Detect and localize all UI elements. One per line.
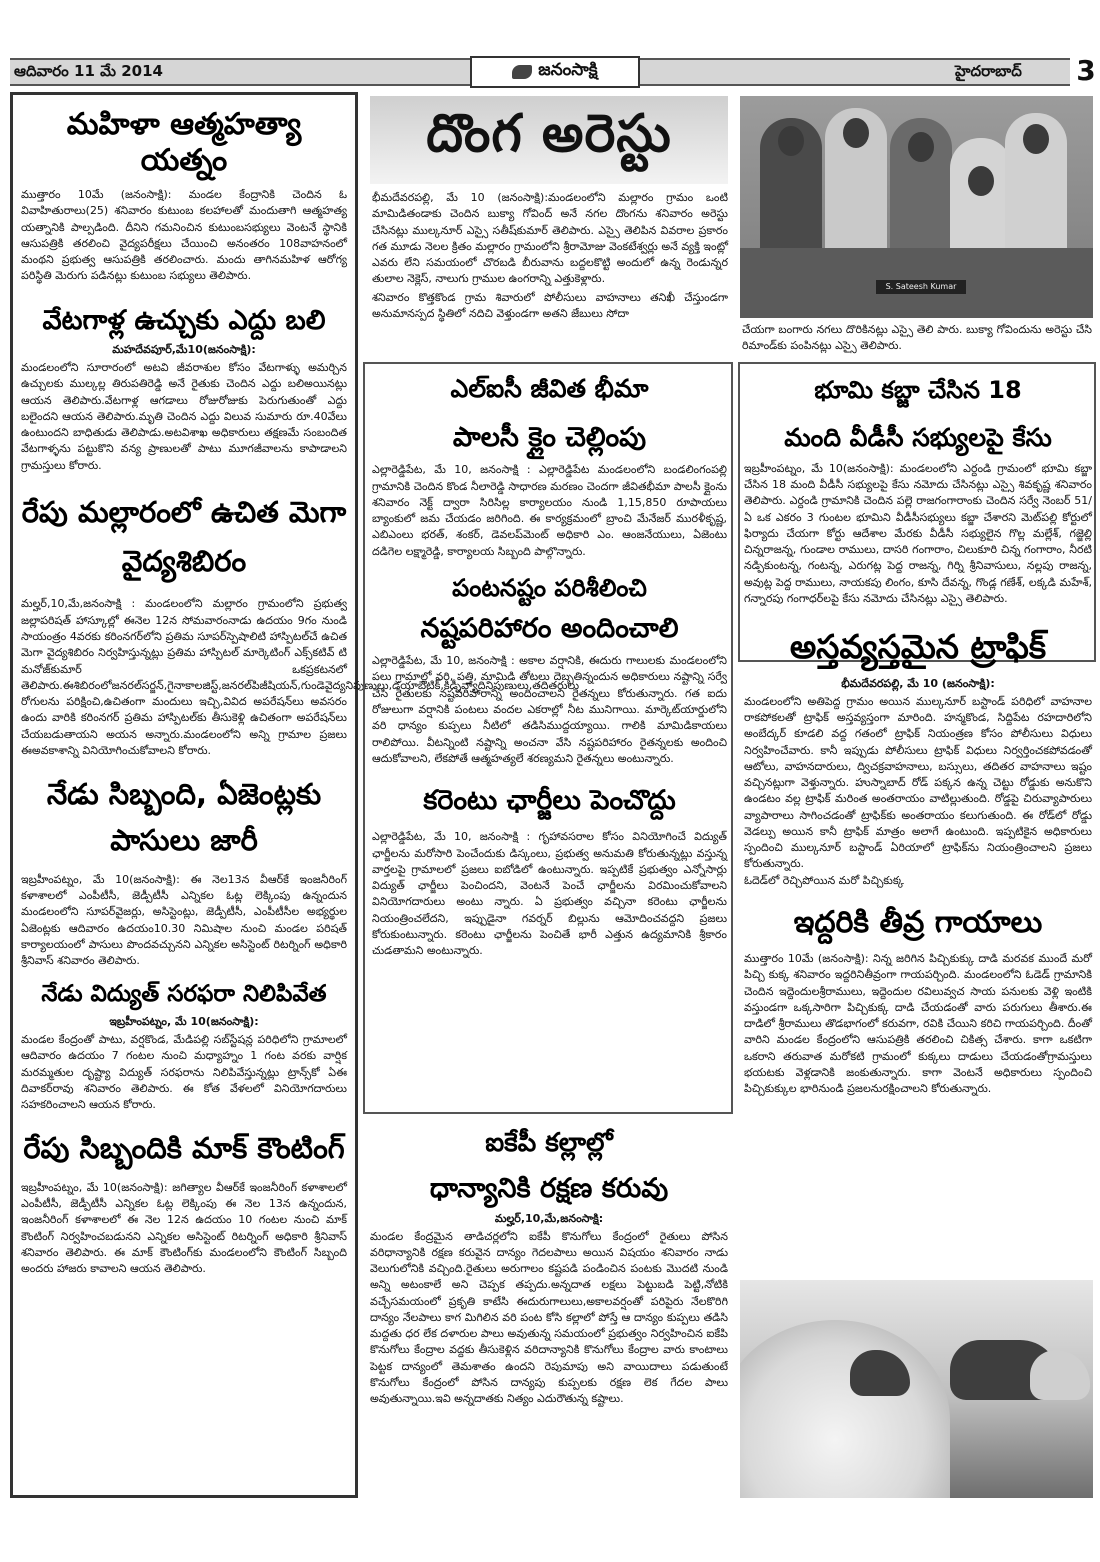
right-column: [744, 368, 1092, 1097]
article-body: ఇబ్రహీంపట్నం, మే 10(జనంసాక్షి): జగిత్యాల వీఆర్‌కే ఇంజనీరింగ్ కళాశాలలో ఎంపీటీసీ, జెడ్పీటీసీ ఎన్నికల ఓట్ల లెక్కింపు ఈ నెల 13న ఉన్నందున, ఇంజనీరింగ్ కళాశాలలో ఈ నెల 12న ఉదయం 10 గంటల నుంచి మాక్ కౌంటింగ్ నిర్వహించబడునని ఎన్నికల అసిస్టెంట్ రిటర్నింగ్ అధికారి శ్రీనివాస్ శనివారం తెలిపారు. ఈ మాక్ కౌంటింగ్‌కు మండలంలోని కౌంటింగ్ సిబ్బంది అందరు హాజరు కావాలని ఆయన తెలిపారు.: [21, 1180, 347, 1276]
headline-line1: పంటనష్టం పరిశీలించి: [452, 573, 647, 602]
article-mock-counting: [13, 1125, 355, 1277]
headline-line1: ఐకేపీ కల్లాల్లో: [485, 1128, 613, 1158]
article-land-grab: [744, 376, 1092, 607]
article-traffic: [744, 627, 1092, 889]
headline: ఇద్దరికి తీవ్ర గాయాలు: [793, 904, 1043, 940]
article-body: మండల కేంద్రమైన తాడిచర్లలోని ఐకేపీ కొనుగోలు కేంద్రంలో రైతులు పోసిన వరిధాన్యానికి రక్షణ కరువైన దాన్యం గెదలపాలు అయిన విషయం శనివారం నాడు వెలుగులోనికి వచ్చింది.రైతులు అరుగాలం కష్టపడి పండించిన పంటకు మొదటి నుండి అన్ని అటంకాలే అని చెప్పక తప్పదు.అన్నదాత లక్షలు పెట్టుబడి పెట్టి,నోటికి వచ్చేసమయంలో ప్రకృతి కాటేసి ఈదురుగాలులు,అకాలవర్షంతో పరిపైరు నేలకొరిగి దాన్యం నేలపాలు కాగ మిగిలిన వరి పంట కోసి కల్లాలో పోస్తే ఆ దాన్యం కుప్పలు తడిసి మద్దతు ధర లేక దళారుల పాలు అవుతున్న సమయంలో ప్రభుత్వం నిర్వహించిన ఐకేపి కొనుగోలు కేంద్రాల వద్దకు తీసుకెళ్లిన వరిదాన్యానికి కొనుగోలు కేంద్రాల వారు కాంటాలు పెట్టక దాన్యంలో తెమశాతం ఉందని రెపుమాపు అని వాయిదాలు పడుతుంటే కొనుగోలు కేంద్రంలో పోసిన దాన్యపు కుప్పలకు రక్షణ లెక గేదల పాలు అవుతున్నాయి.ఇవి అన్నదాతకు నిత్యం ఎదురౌతున్న కష్టాలు.: [370, 1229, 728, 1406]
top-story-headline: దొంగ అరెస్టు: [370, 96, 728, 184]
top-story-body-continued: శనివారం కొత్తకొండ గ్రామ శివారులో పోలీసులు వాహనాలు తనిఖీ చేస్తుండగా అనుమానస్పద స్థితిలో నదిచి వెళ్తుండగా అతని జేబులు సోదా: [372, 290, 728, 320]
dateline: భీమదేవరపల్లి, మే 10 (జనంసాక్షి):: [841, 676, 995, 690]
article-body: ఎల్లారెడ్డిపేట, మే 10, జనంసాక్షి : ఎల్లారెడ్డిపేట మండలంలోని బండలింగంపల్లి గ్రామానికి చెందిన కొండ నీలారెడ్డి సాధారణ మరణం చెందగా జీవితభీమా పాలసీ క్లైంను శనివారం నెక్ట్ ద్వారా సిరిసిల్ల కార్యాలయం నుండి 1,15,850 రూపాయలు బ్యాంకులో జమ చేయడం జరిగింది. ఈ కార్యక్రమంలో బ్రాంచి మేనేజర్ మురళీకృష్ణ, ఎబిఎంలు భరత్, శంకర్, డెవలప్‌మెంట్ అధికారి ఎం. ఆంజనేయులు, ఏజెంటు దడిగెల లక్ష్మారెడ్డి, కార్యాలయ సిబ్బంది పాల్గొన్నారు.: [372, 463, 727, 558]
headline-line2: నష్టపరిహారం అందించాలి: [420, 612, 679, 644]
article-grain-protection: [370, 1122, 728, 1408]
nameplate: S. Sateesh Kumar: [876, 280, 966, 294]
grain-cattle-photo: [740, 1280, 1093, 1498]
page-number: 3: [1076, 54, 1096, 87]
headline: నేడు విద్యుత్ సరఫరా నిలిపివేత: [41, 981, 327, 1008]
article-body: ఇబ్రహీంపట్నం, మే 10(జనంసాక్షి): మండలంలోని ఎర్దండి గ్రామంలో భూమి కబ్జా చేసిన 18 మంది వీడీసీ సభ్యులపై కేసు నమోదు చేసినట్లు ఎస్సై శివకృష్ణ శనివారం తెలిపారు. ఎర్దండి గ్రామానికి చెందిన పల్లె రాజగంగారాంకు చెందిన సర్వే నెంబర్ 51/ఏ ఒక ఎకరం 3 గుంటల భూమిని వీడీసీసభ్యులు కబ్జా చేశారని మెట్‌పల్లి కోర్టులో ఫిర్యాదు చేయగా కోర్టు ఆదేశాల మేరకు వీడీసీ సభ్యులైన గొల్ల మల్లేశ్, గజ్జెల్లి చిన్నరాజన్న, గుండాల రాములు, దాసరి గంగారాం, చిలుకూరి చిన్న గంగారాం, నీరటి నడ్పికుంటన్న, గంటన్న, ఎరుగట్ల పెద్ద రాజన్న, గిర్ని శ్రీనివాసులు, నల్లపు రాజన్న, అవుట్ల పెద్ద రాములు, నాయకపు లింగం, కూసి దేవన్న, గొండ్ల గణేశ్, లక్కడి మహేశ్, గన్నారపు గంగాధర్‌లపై కేసు నమోదు చేసినట్లు ఎస్సై తెలిపారు.: [744, 461, 1092, 605]
top-story-text: [372, 190, 728, 322]
edition-city: హైదరాబాద్: [955, 62, 1022, 80]
issue-date: ఆదివారం 11 మే 2014: [14, 62, 163, 80]
article-body: ఎల్లారెడ్డిపేట, మే 10, జనంసాక్షి : గృహావసరాల కోసం వినియోగించే విద్యుత్ ఛార్జీలను మరోసారి పెంచేందుకు డిస్కంలు, ప్రభుత్వ అనుమతి కోరుతున్నట్లు వస్తున్న వార్తలపై గ్రామాలలో ప్రజలు ఐబోడిలో ఉంటున్నారు. ఇప్పటికే ప్రభుత్వం ఎన్నోసార్లు విద్యుత్ ఛార్జీలు పెంచిందని, వెంటనే పెంచే ఛార్జీలను విరమించుకోవాలని వినియోగదారులు అంటు న్నారు. ఏ ప్రభుత్వం వచ్చినా కరెంటు ఛార్జీలను నియంత్రించలేదని, ఇప్పుడైనా గవర్నర్ బిల్లును ఆమోదించవద్దని ప్రజలు కోరుకుంటున్నారు. కరెంటు ఛార్జీలను పెంచితే భారీ ఎత్తున ఉద్యమానికి శ్రీకారం చుడతామని అంటున్నారు.: [372, 830, 727, 958]
article-dog-attack: [744, 905, 1092, 1097]
article-power-tariff: [372, 785, 727, 960]
article-body: ముత్తారం 10మే (జనంసాక్షి): నిన్న జరిగిన పిచ్చికుక్కు దాడి మరవక ముందే మరో పిచ్చి కుక్క శనివారం ఇద్దరినితీవ్రంగా గాయపర్చింది. మండలంలోని ఓడెడ్ గ్రామానికి చెందిన ఇద్దెందులశ్రీరాములు, ఇద్దెందుల రవిలువ్వచ సాయ పనులకు వెళ్లి ఇంటికి వస్తుండగా ఒక్కసారిగా పిచ్చికుక్క దాడి చేయడంతో వారు పరుగులు తీశారు.ఈ దాడిలో శ్రీరాములు తొడభాగంలో కరువగా, రవికి చేయిని కరిచి గాయపర్చింది. దీంతో వారిని మండల కేంద్రంలోని ఆసుపత్రికి తరలించి చికిత్స చేశారు. కాగా ఒకటిగా ఒకరాని తరువాత మరోకటి గ్రామంలో కుక్కలు దాడులు చేయడంతోగ్రామస్తులు భయటకు వెళ్లడానికి జంకుతున్నారు. కాగా వెంటనే అధికారులు స్పందించి పిచ్చికుక్కుల భారినుండి ప్రజలనురక్షించాలని కోరుతున్నారు.: [744, 951, 1092, 1096]
newspaper-logo: [470, 56, 640, 88]
headline: రేపు మల్లారంలో ఉచిత మెగా వైద్యశిబిరం: [21, 494, 347, 579]
masthead: [0, 0, 1100, 92]
article-power-cut: [13, 981, 355, 1113]
article-body: ముత్తారం 10మే (జనంసాక్షి): మండల కేంద్రానికి చెందిన ఓ వివాహితురాలు(25) శనివారం కుటుంబ కలహాలతో మందుతాగి ఆత్మహత్య యత్నానికి పాల్పడింది. దీనిని గమనించిన కుటుంబసభ్యులు వెంటనే స్థానికి ఆసుపత్రికి తరలించి వైద్యపరీక్షలు చేయించి అనంతరం 108వాహనంలో మంథని ప్రభుత్వ ఆసుపత్రికి తరలించారు. మందు తాగినమహిళ ఆరోగ్య పరిస్థితి మెరుగు పడినట్లు కుటుంబ సభ్యులు తెలిపారు.: [21, 188, 347, 283]
headline: నేడు సిబ్బంది, ఏజెంట్లకు పాసులు జారీ: [46, 777, 322, 858]
article-body: మండలంలోని అతిపెద్ద గ్రామం అయిన ముల్కనూర్ బస్టాండ్ పరిధిలో వాహనాల రాకపోకలతో ట్రాఫిక్ అస్తవ్యస్తంగా మారింది. హన్మకొండ, సిద్దిపేట రహదారిలోని అంబేద్కర్ కూడలి వద్ద గతంలో ట్రాఫిక్ నియంత్రణ కోసం పోలీసులు విధులు నిర్వహించేవారు. కానీ ఇప్పుడు పోలీసులు ట్రాఫిక్ విధులు నిర్వర్తించకపోవడంతో ఆటోలు, వాహనదారులు, ద్విచక్రవాహనాలు, బస్సులు, తదితర వాహనాలు ఇష్టం వచ్చినట్లుగా వెళ్తున్నారు. హుస్నాబాద్ రోడ్ పక్కన ఉన్న చెట్టు రోడ్డుకు అనుకొని ఉండటం వల్ల ట్రాఫిక్ మరింత అంతరాయం వాటిల్లుతుంది. రోడ్డపై చిరువ్యాపారులు వ్యాపారాలు సాగించడంతో ట్రాఫిక్‌కు అంతరాయం కలుగుతుంది. ఈ రోడ్‌లో రోడ్డు వెడల్పు అయిన కానీ ట్రాఫిక్ మాత్రం అలాగే ఉంటుంది. ఇప్పటికైన అధికారులు స్పందించి ముల్కనూర్ బస్టాండ్ ఏరియాలో ట్రాఫిక్‌ను నియంత్రించాలని ప్రజలు కోరుతున్నారు.: [744, 694, 1092, 871]
headline-line2: పాలసీ క్లైం చెల్లింపు: [452, 422, 647, 453]
headline-line2: ధాన్యానికి రక్షణ కరువు: [429, 1173, 669, 1205]
dateline: మల్హర్,10,మే,జనంసాక్షి:: [494, 1211, 604, 1225]
article-body: మల్హర్,10,మే,జనంసాక్షి : మండలంలోని మల్లారం గ్రామంలోని ప్రభుత్వ జల్లాపరిషత్ హాస్కూల్లో ఈనెల 12న సోమవారంనాడు ఉదయం 9గం నుండి సాయంత్రం 4వరకు కరింనగర్‌లోని ప్రతిమ సూపర్‌స్పెషాలిటి హాస్పిటల్‌చే ఉచిత మెగా వైద్యశిబిరం నిర్వహిస్తున్నట్లు ప్రతిమ హాస్పిటల్ మార్కెటింగ్ ఎక్స్‌కటివ్ టి మనోజ్‌కుమార్ ఒకప్రకటనలో తెలిపారు.ఈశిబిరంలోజనరల్‌సర్జన్,గైనాకాలజిస్ట్,జనరల్‌పిజీషియన్,గుండెవైద్యనిపుణులు,డయాబెటిక్,కిడ్నీవ్యాదినిపుణులు,తదితరులు రోగులను పరిక్షించి,ఉచితంగా మందులు ఇచ్చి,వివిద అపరేషన్‌లు అవసరం ఉందు వారికి కరింనగర్ ప్రతిమ హాస్పిటల్‌కు తీసుకెళ్లి ఉచితంగా అపరేషన్‌లు చేయబడుతాయని అయన అన్నారు.మండలంలోని అన్ని గ్రామాల ప్రజలు ఈఅవకాశాన్ని వినియోగించుకోవాలని కోరారు.: [21, 597, 580, 757]
photo-caption: చేయగా బంగారు నగలు దొరికినట్లు ఎస్సై తెలి పారు. బుక్యా గోవిందును అరెస్టు చేసి రిమాండ్‌కు పంపినట్లు ఎస్సై తెలిపారు.: [742, 323, 1092, 353]
headline-line2: మంది వీడీసీ సభ్యులపై కేసు: [784, 422, 1052, 452]
article-body: ఎల్లారెడ్డిపేట, మే 10, జనంసాక్షి : అకాల వర్షానికి, ఈదురు గాలులకు మండలంలోని పలు గ్రామాల్లో వరి, పత్తి, మామిడి తోటలు దెబ్బతిన్నందున అధికారులు నష్టాన్ని సర్వే చేసి రైతులకు నష్టపరిహారాన్ని అందించాలని రైతన్నలు కోరుతున్నారు. గత ఐదు రోజులుగా వర్షానికి పంటలు వందల ఎకరాల్లో నీట మునిగాయి. మార్కెట్‌యార్డులోని వరి ధాన్యం కుప్పలు నీటిలో తడిసిముద్దయ్యాయి. గాలికి మామిడికాయలు రాలిపోయి. వీటన్నింటి నష్టాన్ని అంచనా వేసి నష్టపరిహారం రైతన్నలకు అందించి ఆదుకోవాలని, లేకపోతే ఆత్మహత్యలే శరణ్యమని రైతన్నలు అంటున్నారు.: [372, 654, 727, 765]
dateline: ఇబ్రహీంపట్నం, మే 10(జనంసాక్షి):: [109, 1015, 259, 1029]
headline: వేటగాళ్ల ఉచ్చుకు ఎద్దు బలి: [42, 304, 326, 336]
logo-icon: [512, 65, 532, 79]
article-kicker: ఓదెడ్‌లో రెచ్చిపోయిన మరో పిచ్చికుక్క: [744, 873, 904, 887]
logo-text: జనంసాక్షి: [538, 60, 598, 80]
headline: రేపు సిబ్బందికి మాక్ కౌంటింగ్: [23, 1131, 345, 1166]
article-body: మండలంలోని సూరారంలో అటవి జీవరాశుల కోసం వేటగాళ్ళు అమర్చిన ఉచ్చులకు ముల్కల్ల తిరుపతిరెడ్డి అనే రైతుకు చెందిన ఎద్దు బలిఅయినట్లు ఆయన తెలిపారు.వేటగాళ్ల ఆగడాలు రోజురోజుకు పెరుగుతుంతో ఎద్దు బలైందని ఆయన తెలిపారు.మృతి చెందిన ఎద్దు విలువ సుమారు రూ.40వేలు ఉంటుందని బాధితుడు తెలిపాడు.అటవిశాఖ అధికారులు తక్షణమే సంబందిత వేటగాళ్ళను పట్టుకొని వన్య ప్రాణులతో పాటు మూగజీవాలను కాపాడాలని గ్రామస్తులు కోరారు.: [21, 360, 347, 472]
article-body: ఇబ్రహీంపట్నం, మే 10(జనంసాక్షి): ఈ నెల13న వీఆర్‌కే ఇంజనీరింగ్ కళాశాలలో ఎంపీటీసీ, జెడ్పీటీసీ ఎన్నికల ఓట్ల లెక్కింపు ఉన్నందున మండలంలోని సూపర్‌వైజర్లు, అసిస్టెంట్లు, జెడ్పీటీసీ, ఎంపీటీసీల అభ్యర్థుల ఏజెంట్లకు ఆదివారం ఉదయం10.30 నిమిషాల నుంచి మండల పరిషత్ కార్యాలయంలో పాసులు పొందవచ్చునని ఎన్నికల అసిస్టెంట్ రిటర్నింగ్ అధికారి శ్రీనివాస్ శనివారం తెలిపారు.: [21, 872, 347, 968]
article-ox-trap: [13, 305, 355, 474]
dateline: మహదేవపూర్,మే10(జనంసాక్షి):: [112, 342, 256, 356]
headline: కరెంటు ఛార్జీలు పెంచొద్దు: [423, 785, 676, 817]
article-lic-claim: [372, 374, 727, 560]
headline: మహిళా ఆత్మహత్యా యత్నం: [66, 107, 302, 178]
article-agent-passes: [13, 771, 355, 969]
headline-line1: భూమి కబ్జా చేసిన 18: [814, 376, 1022, 404]
headline: అస్తవ్యస్తమైన ట్రాఫిక్: [789, 627, 1047, 667]
headline-line1: ఎల్ఐసీ జీవిత భీమా: [450, 374, 649, 403]
arrest-photo: [740, 96, 1093, 318]
article-suicide-attempt: [13, 95, 355, 285]
middle-column: [372, 368, 727, 960]
article-body: మండల కేంద్రంతో పాటు, వర్షకొండ, మేడిపల్లి సబ్‌స్టేషన్ల పరిధిలోని గ్రామాలలో ఆదివారం ఉదయం 7 గంటల నుంచి మధ్యాహ్నం 1 గంట వరకు వార్షిక మరమ్మతుల దృష్ట్యా విద్యుత్ సరఫరాను నిలిపివేస్తున్నట్లు ట్రాన్స్‌కో ఏఈ దివాకర్‌రావు శనివారం తెలిపారు. ఈ కోత వేళలలో వినియోగదారులు సహకరించాలని ఆయన కోరారు.: [21, 1033, 347, 1112]
top-story-body: భీమదేవరపల్లి, మే 10 (జనంసాక్షి):మండలంలోని మల్లారం గ్రామం ఒంటి మామిడితండాకు చెందిన బుక్యా గోవింద్ అనే నగల దొంగను శనివారం అరెస్టు చేసినట్లు ముల్కనూర్ ఎస్సై సతీష్‌కుమార్ తెలిపారు. ఎస్సై తెలిపిన వివరాల ప్రకారం గత మూడు నెలల క్రితం మల్లారం గ్రామంలోని శ్రీరామోజు వెంకటేశ్వర్లు అనే వ్యక్తి ఇంట్లో ఎవరు లేని సమయంలో చొరబడి బీరువాను బద్దలకొట్టి అందులో ఉన్న రెండున్నర తులాల నెక్లెస్, నాలుగు గ్రాముల ఉంగరాన్ని ఎత్తుకెళ్లారు.: [372, 191, 728, 286]
article-crop-loss: [372, 574, 727, 767]
